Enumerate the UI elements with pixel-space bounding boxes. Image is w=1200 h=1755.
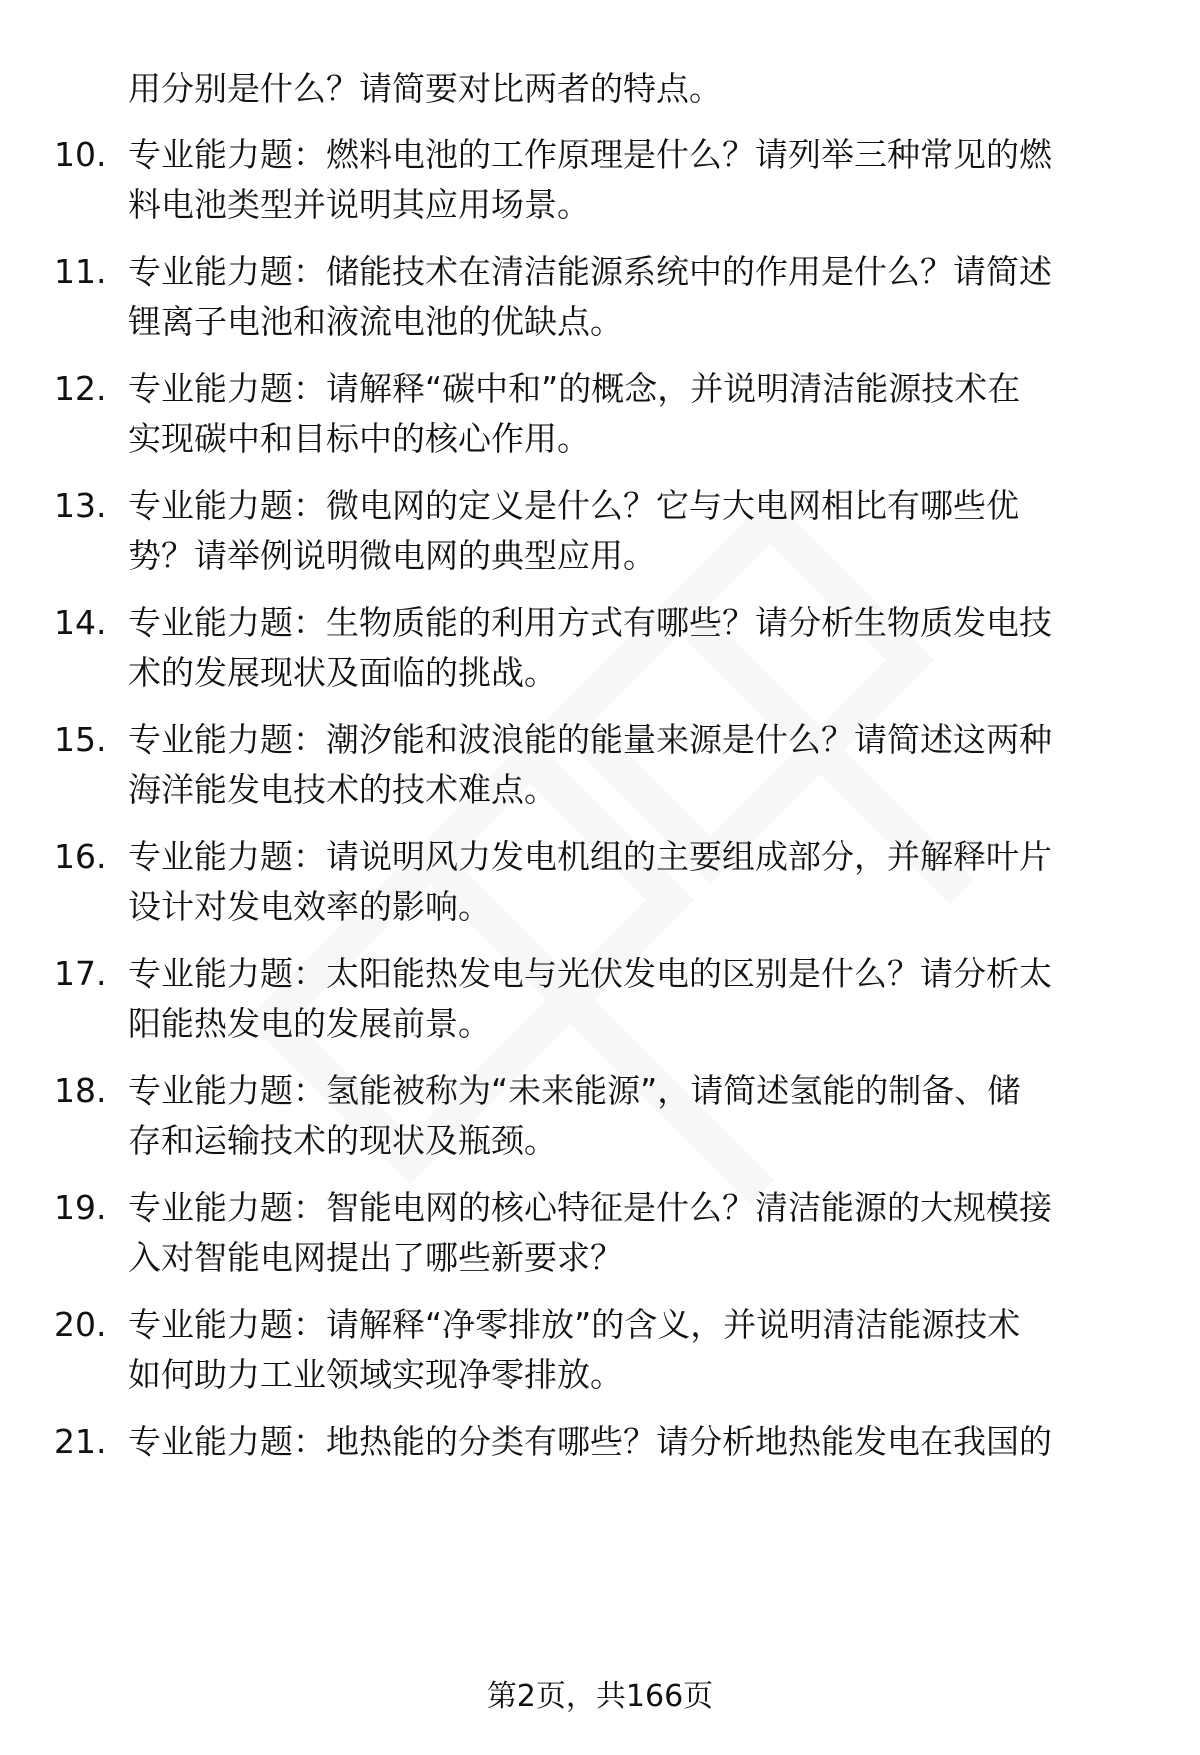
question-number: 19. <box>54 1188 107 1227</box>
question-number: 17. <box>54 954 107 993</box>
question-text-line: 专业能力题：微电网的定义是什么？它与大电网相比有哪些优 <box>128 486 1019 525</box>
question-text-line: 势？请举例说明微电网的典型应用。 <box>128 536 656 575</box>
question-text-line: 专业能力题：请解释“碳中和”的概念，并说明清洁能源技术在 <box>128 369 1021 408</box>
question-text-line: 入对智能电网提出了哪些新要求？ <box>128 1238 623 1277</box>
continued-question-text: 用分别是什么？请简要对比两者的特点。 <box>128 69 722 108</box>
question-text <box>128 481 1138 581</box>
question-number: 14. <box>54 603 107 642</box>
question-text <box>128 130 1138 230</box>
question-text <box>128 1066 1138 1166</box>
question-number: 10. <box>54 135 107 174</box>
question-text-line: 专业能力题：燃料电池的工作原理是什么？请列举三种常见的燃 <box>128 135 1052 174</box>
question-text-line: 存和运输技术的现状及瓶颈。 <box>128 1121 557 1160</box>
question-text-line: 专业能力题：智能电网的核心特征是什么？清洁能源的大规模接 <box>128 1188 1052 1227</box>
question-text <box>128 832 1138 932</box>
question-text-line: 专业能力题：太阳能热发电与光伏发电的区别是什么？请分析太 <box>128 954 1052 993</box>
question-number: 13. <box>54 486 107 525</box>
question-number: 15. <box>54 720 107 759</box>
question-number: 20. <box>54 1305 107 1344</box>
question-text-line: 海洋能发电技术的技术难点。 <box>128 770 557 809</box>
question-text-line: 阳能热发电的发展前景。 <box>128 1004 491 1043</box>
question-text-line: 设计对发电效率的影响。 <box>128 887 491 926</box>
question-text-line: 专业能力题：潮汐能和波浪能的能量来源是什么？请简述这两种 <box>128 720 1052 759</box>
question-text-line: 专业能力题：请说明风力发电机组的主要组成部分，并解释叶片 <box>128 837 1052 876</box>
question-text-line: 专业能力题：储能技术在清洁能源系统中的作用是什么？请简述 <box>128 252 1052 291</box>
question-text <box>128 1417 1138 1467</box>
question-text-line: 专业能力题：地热能的分类有哪些？请分析地热能发电在我国的 <box>128 1422 1052 1461</box>
question-text-line: 如何助力工业领域实现净零排放。 <box>128 1355 623 1394</box>
question-text <box>128 364 1138 464</box>
question-text <box>128 1183 1138 1283</box>
question-text-line: 料电池类型并说明其应用场景。 <box>128 185 590 224</box>
question-text-line: 专业能力题：生物质能的利用方式有哪些？请分析生物质发电技 <box>128 603 1052 642</box>
question-text-line: 术的发展现状及面临的挑战。 <box>128 653 557 692</box>
question-text <box>128 715 1138 815</box>
question-text <box>128 1300 1138 1400</box>
question-text <box>128 247 1138 347</box>
question-number: 21. <box>54 1422 107 1461</box>
question-number: 11. <box>54 252 107 291</box>
question-number: 16. <box>54 837 107 876</box>
page-number-footer: 第2页，共166页 <box>486 1679 714 1714</box>
question-text-line: 实现碳中和目标中的核心作用。 <box>128 419 590 458</box>
question-text <box>128 598 1138 698</box>
question-text-line: 锂离子电池和液流电池的优缺点。 <box>128 302 623 341</box>
question-text-line: 专业能力题：氢能被称为“未来能源”，请简述氢能的制备、储 <box>128 1071 1021 1110</box>
question-text-line: 专业能力题：请解释“净零排放”的含义，并说明清洁能源技术 <box>128 1305 1021 1344</box>
question-number: 18. <box>54 1071 107 1110</box>
question-number: 12. <box>54 369 107 408</box>
question-text <box>128 949 1138 1049</box>
